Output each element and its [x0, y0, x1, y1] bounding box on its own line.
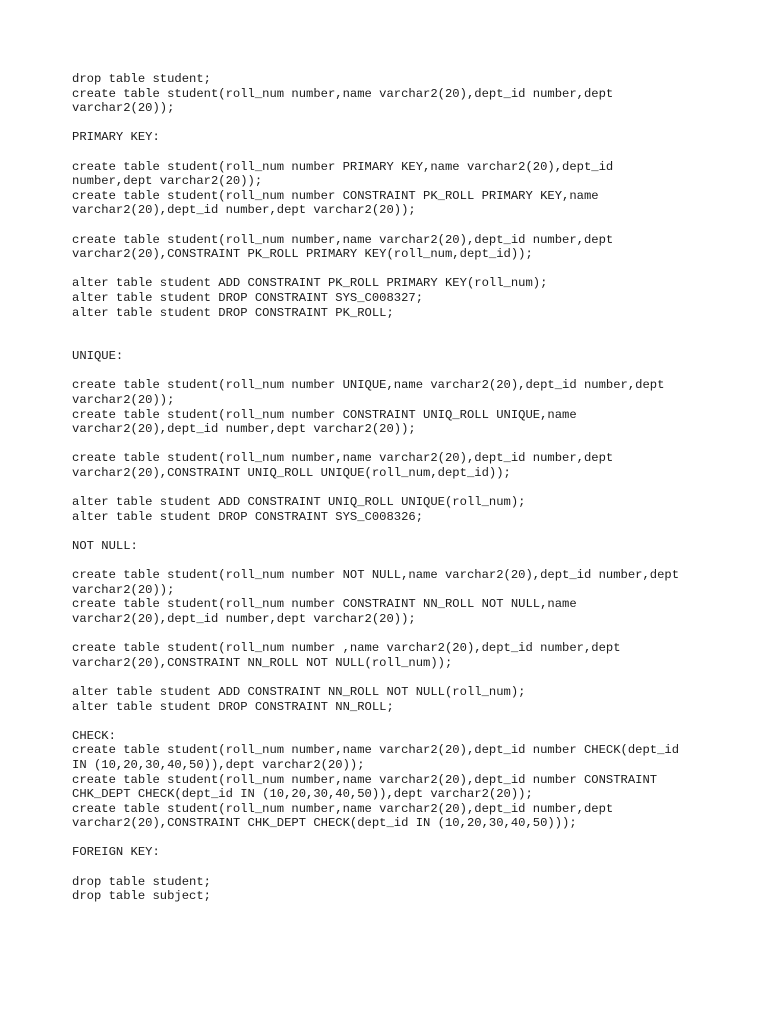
text-line: CHK_DEPT CHECK(dept_id IN (10,20,30,40,50)),dept varchar2(20));: [72, 787, 533, 802]
text-line: alter table student DROP CONSTRAINT SYS_C008326;: [72, 509, 424, 524]
text-line: varchar2(20),CONSTRAINT CHK_DEPT CHECK(dept_id IN (10,20,30,40,50)));: [72, 816, 577, 831]
text-line: varchar2(20));: [72, 101, 175, 116]
text-line: varchar2(20));: [72, 393, 175, 408]
text-line: create table student(roll_num number,name varchar2(20),dept_id number,dept: [72, 451, 614, 466]
text-line: create table student(roll_num number UNIQUE,name varchar2(20),dept_id number,dept: [72, 378, 665, 393]
text-block: [72, 641, 712, 670]
text-line: alter table student DROP CONSTRAINT PK_ROLL;: [72, 305, 394, 320]
text-line: alter table student DROP CONSTRAINT SYS_C008327;: [72, 290, 424, 305]
text-block: [72, 72, 712, 116]
text-line: alter table student ADD CONSTRAINT PK_ROLL PRIMARY KEY(roll_num);: [72, 276, 548, 291]
text-block: [72, 349, 712, 364]
text-line: drop table subject;: [72, 889, 211, 904]
text-line: varchar2(20),CONSTRAINT UNIQ_ROLL UNIQUE(roll_num,dept_id));: [72, 466, 511, 481]
text-block: [72, 233, 712, 262]
text-line: varchar2(20),CONSTRAINT PK_ROLL PRIMARY KEY(roll_num,dept_id));: [72, 247, 533, 262]
document-body: [72, 72, 712, 918]
text-line: create table student(roll_num number,name varchar2(20),dept_id number,dept: [72, 86, 614, 101]
text-line: UNIQUE:: [72, 349, 124, 364]
text-block: [72, 276, 712, 334]
text-line: IN (10,20,30,40,50)),dept varchar2(20));: [72, 757, 365, 772]
text-block: [72, 875, 712, 904]
text-line: alter table student DROP CONSTRAINT NN_ROLL;: [72, 699, 394, 714]
text-line: create table student(roll_num number,name varchar2(20),dept_id number,dept: [72, 801, 614, 816]
text-line: drop table student;: [72, 72, 211, 86]
text-line: create table student(roll_num number CONSTRAINT UNIQ_ROLL UNIQUE,name: [72, 407, 577, 422]
text-block: [72, 539, 712, 554]
text-line: create table student(roll_num number CONSTRAINT PK_ROLL PRIMARY KEY,name: [72, 188, 599, 203]
text-line: varchar2(20),dept_id number,dept varchar2(20));: [72, 203, 416, 218]
text-line: create table student(roll_num number,name varchar2(20),dept_id number CONSTRAINT: [72, 772, 658, 787]
text-line: alter table student ADD CONSTRAINT UNIQ_ROLL UNIQUE(roll_num);: [72, 495, 526, 510]
text-block: [72, 729, 712, 831]
text-block: [72, 451, 712, 480]
text-block: [72, 495, 712, 524]
text-line: PRIMARY KEY:: [72, 130, 160, 145]
text-line: create table student(roll_num number PRIMARY KEY,name varchar2(20),dept_id: [72, 159, 614, 174]
text-line: create table student(roll_num number NOT NULL,name varchar2(20),dept_id number,dept: [72, 568, 680, 583]
text-line: create table student(roll_num number,name varchar2(20),dept_id number CHECK(dept_id: [72, 743, 680, 758]
text-line: create table student(roll_num number CONSTRAINT NN_ROLL NOT NULL,name: [72, 597, 577, 612]
text-line: varchar2(20),dept_id number,dept varchar2(20));: [72, 611, 416, 626]
text-block: [72, 130, 712, 145]
text-line: alter table student ADD CONSTRAINT NN_ROLL NOT NULL(roll_num);: [72, 684, 526, 699]
text-line: drop table student;: [72, 874, 211, 889]
text-line: varchar2(20),CONSTRAINT NN_ROLL NOT NULL(roll_num));: [72, 655, 453, 670]
text-block: [72, 378, 712, 436]
text-line: number,dept varchar2(20));: [72, 174, 263, 189]
text-line: varchar2(20),dept_id number,dept varchar2(20));: [72, 422, 416, 437]
text-line: NOT NULL:: [72, 539, 138, 553]
text-line: CHECK:: [72, 728, 116, 743]
text-line: create table student(roll_num number ,name varchar2(20),dept_id number,dept: [72, 641, 621, 656]
text-line: varchar2(20));: [72, 582, 175, 597]
text-block: [72, 568, 712, 626]
text-block: [72, 160, 712, 218]
text-block: [72, 685, 712, 714]
text-line: create table student(roll_num number,name varchar2(20),dept_id number,dept: [72, 232, 614, 247]
text-line: [72, 320, 712, 335]
text-line: FOREIGN KEY:: [72, 845, 160, 860]
text-block: [72, 845, 712, 860]
